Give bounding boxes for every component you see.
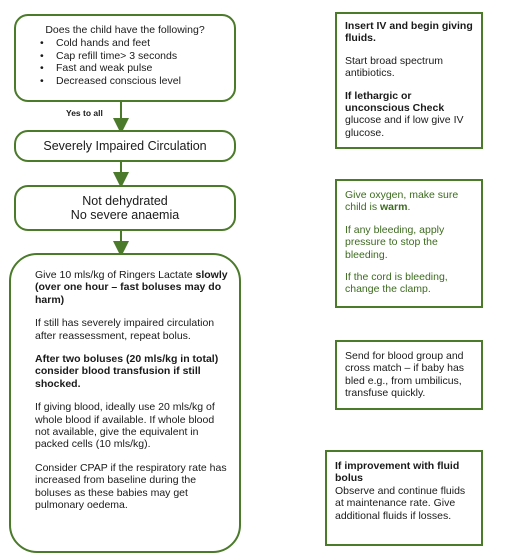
question-title: Does the child have the following? — [45, 24, 205, 36]
improvement-box — [325, 450, 483, 546]
oxygen-p1: Give oxygen, make sure child is warm. — [345, 189, 459, 214]
ringers-p2: If still has severely impaired circulation after reassessment, repeat bolus. — [35, 317, 215, 342]
iv-p3: If lethargic or unconscious Check glucose and if low give IV glucose. — [345, 89, 464, 139]
list-item: • Cap refill time> 3 seconds — [22, 50, 228, 62]
list-item: • Decreased conscious level — [22, 75, 228, 87]
insert-iv-box — [335, 12, 483, 149]
iv-title: Insert IV and begin giving fluids. — [345, 20, 473, 45]
dehydration-line-2: No severe anaemia — [70, 208, 180, 222]
ringers-p3: After two boluses (20 mls/kg in total) consider blood transfusion if still shocked. — [35, 353, 219, 390]
iv-p2: Start broad spectrum antibiotics. — [345, 54, 444, 80]
impaired-circulation-box: Severely Impaired Circulation — [14, 130, 236, 162]
ringers-p4: If giving blood, ideally use 20 mls/kg of whole blood if available. If whole blood not available, give the equivalent in packed cells (10 mls/kg). — [35, 401, 215, 451]
improvement-body: Observe and continue fluids at maintenance rate. Give additional fluids if losses. — [335, 484, 466, 522]
oxygen-p2: If any bleeding, apply pressure to stop the bleeding. — [345, 223, 445, 261]
blood-group-box — [335, 340, 483, 410]
list-item: • Fast and weak pulse — [22, 62, 228, 74]
dehydration-line-1: Not dehydrated — [82, 193, 168, 208]
improvement-title: If improvement with fluid bolus — [335, 460, 460, 485]
ringers-p1: Give 10 mls/kg of Ringers Lactate slowly (over one hour – fast boluses may do harm) — [35, 269, 228, 306]
yes-to-all-label: Yes to all — [66, 108, 103, 118]
question-box — [14, 14, 236, 102]
oxygen-box — [335, 179, 483, 308]
oxygen-p3: If the cord is bleeding, change the clamp. — [345, 271, 448, 296]
ringers-p5: Consider CPAP if the respiratory rate has increased from baseline during the boluses as these babies may get pulmonary oedema. — [35, 461, 227, 512]
list-item: • Cold hands and feet — [22, 37, 228, 49]
question-list — [22, 37, 228, 87]
ringers-lactate-box — [9, 253, 241, 553]
blood-group-text: Send for blood group and cross match – if baby has bled e.g., from umbilicus, transfuse quickly. — [345, 350, 465, 400]
dehydration-box — [14, 185, 236, 231]
